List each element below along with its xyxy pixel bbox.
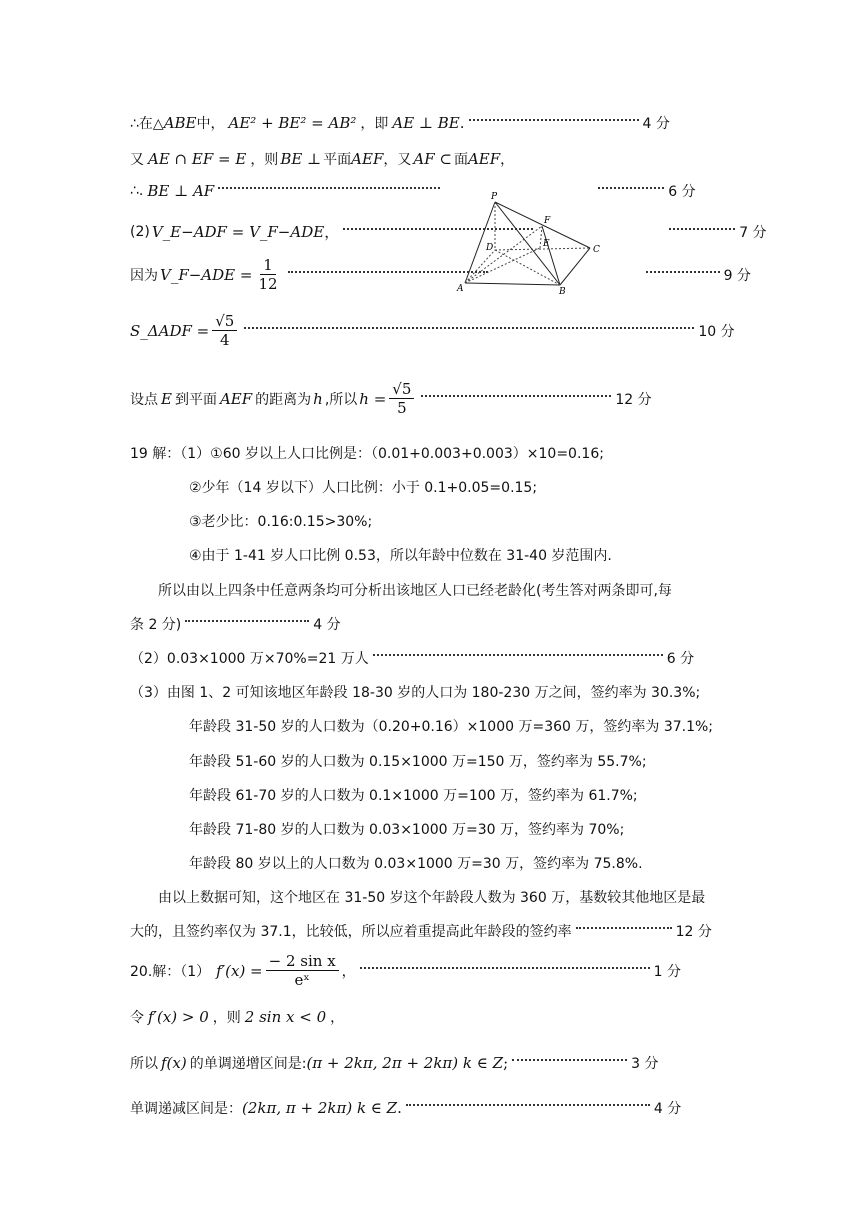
text: .: [459, 114, 465, 132]
q19-line-15: [130, 921, 712, 941]
math: f′(x) =: [216, 961, 263, 980]
text: （2）0.03×1000 万×70%=21 万人: [130, 651, 369, 667]
edge-pb: [495, 202, 560, 285]
q20-line-1: [130, 952, 681, 989]
math: (π + 2kπ, 2π + 2kπ) k ∈ Z: [306, 1054, 504, 1072]
leader-dots: [406, 1104, 650, 1106]
fraction: [389, 380, 414, 417]
math: BE ⊥: [280, 150, 322, 168]
edge-db: [495, 250, 560, 285]
q20-line-4: [130, 1098, 681, 1118]
math: h =: [359, 389, 387, 408]
line-area: [130, 312, 735, 349]
math: E: [161, 389, 172, 408]
text: 面: [453, 152, 468, 168]
edge-bc: [560, 248, 590, 285]
text: ,所以: [324, 391, 358, 408]
label-c: C: [593, 245, 600, 255]
math: BE ⊥ AF: [147, 182, 215, 200]
denominator: 4: [220, 331, 230, 349]
text: ，则: [250, 152, 279, 168]
leader-dots: [244, 327, 694, 329]
text: 大的，且签约率仅为 37.1，比较低，所以应着重提高此年龄段的签约率: [130, 924, 572, 940]
q19-line-2: ②少年（14 岁以下）人口比例：小于 0.1+0.05=0.15;: [189, 480, 538, 496]
math: AEF: [467, 150, 501, 168]
line-volume-eq: [130, 221, 767, 242]
line-distance: [130, 380, 652, 417]
score: 10 分: [698, 323, 735, 340]
pyramid-figure: [455, 188, 605, 298]
q20-line-3: [130, 1053, 658, 1073]
text: 又: [130, 152, 144, 168]
text: ;: [503, 1054, 509, 1072]
text: 中，: [196, 116, 225, 132]
text: ，: [330, 1010, 345, 1026]
text: 到平面: [174, 391, 217, 408]
fraction: [255, 256, 280, 293]
q19-line-12: 年龄段 71-80 岁的人口数为 0.03×1000 万=30 万，签约率为 70%;: [189, 822, 625, 838]
math: f(x): [161, 1054, 187, 1072]
text: 20.解：（1）: [130, 963, 211, 980]
q19-line-3: ③老少比：0.16:0.15>30%;: [189, 514, 373, 530]
math: 2 sin x < 0: [244, 1008, 327, 1026]
label-a: A: [457, 284, 464, 294]
text: 令: [130, 1010, 144, 1026]
leader-dots: [373, 654, 663, 656]
score: 1 分: [653, 963, 682, 980]
label-b: B: [559, 287, 566, 297]
numerator: 1: [260, 256, 276, 275]
math: h: [313, 389, 323, 408]
denominator: 12: [258, 275, 278, 293]
label-f: F: [544, 216, 551, 226]
score: 9 分: [723, 267, 751, 284]
numerator: − 2 sin x: [266, 952, 339, 971]
leader-dots: [512, 1059, 627, 1061]
q19-line-1: 19 解：（1）①60 岁以上人口比例是：（0.01+0.003+0.003）×10=0.16;: [130, 446, 604, 462]
text: ，: [500, 152, 515, 168]
score: 4 分: [642, 116, 670, 132]
leader-dots: [421, 395, 611, 397]
leader-dots: [669, 228, 735, 230]
numerator: √5: [389, 380, 414, 399]
numerator: √5: [212, 312, 237, 331]
q19-line-4: ④由于 1-41 岁人口比例 0.53，所以年龄中位数在 31-40 岁范围内.: [189, 548, 612, 564]
math: ABE: [163, 114, 197, 132]
score: 7 分: [739, 224, 767, 241]
q19-line-6: [130, 614, 341, 634]
label-p: P: [491, 192, 498, 202]
math: AEF: [219, 389, 253, 408]
edge-ef: [540, 226, 542, 248]
label-e: E: [543, 239, 550, 249]
fraction: [212, 312, 237, 349]
fraction: [266, 952, 339, 989]
math: S_ΔADF =: [130, 321, 210, 340]
text: ，即: [360, 116, 389, 132]
edge-ab: [465, 283, 560, 285]
leader-dots: [646, 271, 720, 273]
leader-dots: [360, 967, 650, 969]
q19-line-8: （3）由图 1、2 可知该地区年龄段 18-30 岁的人口为 180-230 万之间，签约率为 30.3%;: [130, 685, 701, 701]
label-d: D: [486, 243, 494, 253]
math: AE ∩ EF = E: [148, 150, 247, 168]
math: f′(x) > 0: [148, 1008, 209, 1026]
text: ∴在△: [130, 116, 164, 132]
line-be-perp-plane: [130, 149, 514, 169]
text: ，: [341, 963, 356, 980]
text: (2): [130, 223, 150, 240]
score: 3 分: [631, 1056, 659, 1072]
denominator: 5: [397, 399, 407, 417]
denominator: eˣ: [294, 971, 310, 989]
q19-line-7: [130, 648, 694, 668]
text: 条 2 分): [130, 617, 182, 633]
math: AE² + BE² = AB²: [228, 114, 357, 132]
leader-dots: [185, 620, 309, 622]
math: V_F−ADE =: [160, 265, 253, 284]
q19-line-9: 年龄段 31-50 岁的人口数为（0.20+0.16）×1000 万=360 万，签约率为 37.1%;: [189, 719, 714, 735]
edge-fb: [542, 226, 560, 285]
score: 12 分: [615, 391, 652, 408]
score: 6 分: [668, 184, 696, 200]
math: (2kπ, π + 2kπ) k ∈ Z: [242, 1099, 398, 1117]
text: 设点: [130, 391, 158, 408]
q19-line-13: 年龄段 80 岁以上的人口数为 0.03×1000 万=30 万，签约率为 75.8%.: [189, 856, 643, 872]
math: AEF: [351, 150, 384, 168]
line-be-perp-af: [130, 181, 696, 201]
score: 4 分: [653, 1101, 682, 1117]
leader-dots: [218, 187, 440, 189]
line-volume-value: [130, 256, 751, 293]
math: AF ⊂: [413, 150, 452, 168]
text: 因为: [130, 267, 158, 284]
text: 平面: [323, 152, 352, 168]
score: 12 分: [675, 924, 712, 940]
q19-line-14: 由以上数据可知，这个地区在 31-50 岁这个年龄段人数为 360 万，基数较其他地区是最: [158, 890, 706, 906]
line-ae-perp-be: [130, 113, 670, 133]
text: ，: [324, 223, 340, 241]
text: 所以: [130, 1056, 158, 1072]
q20-line-2: [130, 1007, 344, 1027]
text: ，又: [383, 152, 412, 168]
math: AE ⊥ BE: [392, 114, 460, 132]
score: 6 分: [666, 651, 695, 667]
text: 的单调递增区间是:: [189, 1056, 307, 1072]
leader-dots: [469, 119, 639, 121]
text: ，则: [212, 1010, 241, 1026]
math: V_E−ADF = V_F−ADE: [151, 222, 325, 241]
text: 的距离为: [255, 391, 312, 408]
text: 单调递减区间是：: [130, 1101, 242, 1117]
leader-dots: [598, 187, 664, 189]
leader-dots: [576, 927, 672, 929]
q19-line-10: 年龄段 51-60 岁的人口数为 0.15×1000 万=150 万，签约率为 55.7%;: [189, 754, 647, 770]
text: .: [397, 1099, 402, 1117]
score: 4 分: [313, 617, 341, 633]
q19-line-11: 年龄段 61-70 岁的人口数为 0.1×1000 万=100 万，签约率为 61.7%;: [189, 788, 638, 804]
edge-ad: [465, 250, 495, 283]
text: ∴.: [130, 183, 144, 199]
q19-line-5: 所以由以上四条中任意两条均可分析出该地区人口已经老龄化(考生答对两条即可,每: [158, 583, 672, 599]
